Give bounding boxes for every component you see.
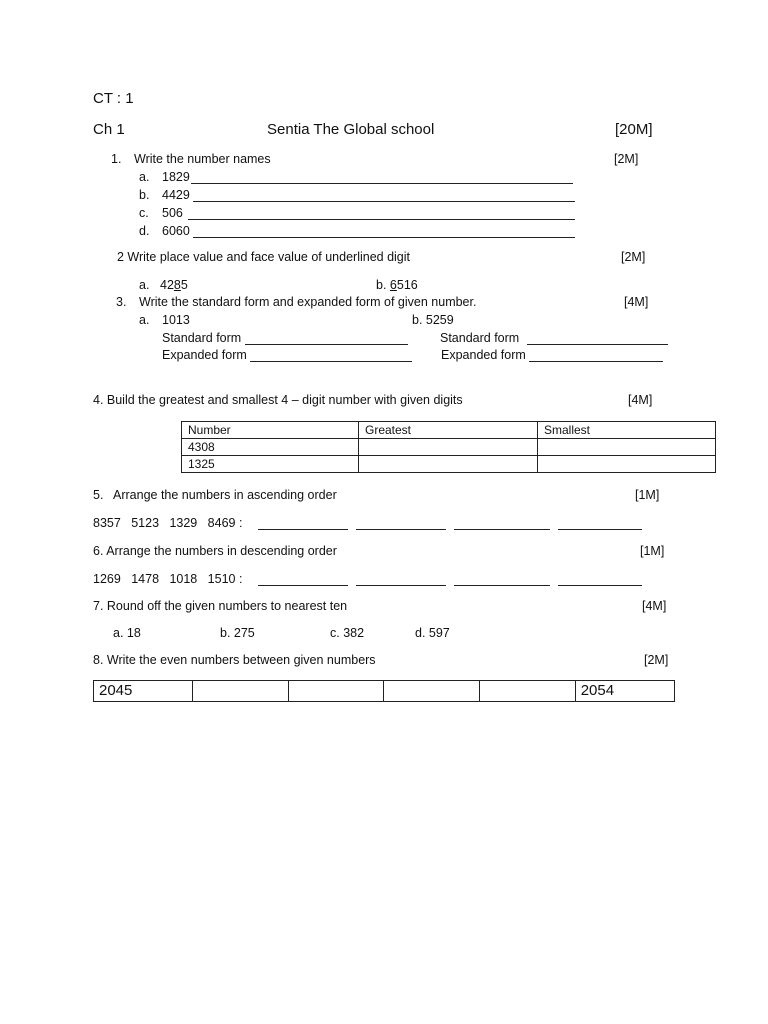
table-cell[interactable] (359, 456, 538, 473)
answer-line[interactable] (258, 585, 348, 586)
chapter-label: Ch 1 (93, 121, 125, 138)
answer-line[interactable] (245, 344, 408, 345)
q5-numbers: 8357 5123 1329 8469 : (93, 516, 243, 530)
q1-number: 1. (111, 152, 122, 166)
answer-line[interactable] (558, 529, 642, 530)
digits-table (181, 421, 716, 473)
q7-title: 7. Round off the given numbers to nearest ten (93, 599, 348, 613)
q1-item-value: 1829 (162, 170, 190, 184)
answer-line[interactable] (527, 344, 668, 345)
q4-title: 4. Build the greatest and smallest 4 – digit number with given digits (93, 393, 463, 407)
q8-title: 8. Write the even numbers between given numbers (93, 653, 376, 667)
answer-cell[interactable] (193, 681, 289, 702)
answer-line[interactable] (191, 183, 573, 184)
q3-number: 3. (116, 295, 127, 309)
answer-line[interactable] (188, 219, 575, 220)
q4-marks: [4M] (628, 393, 653, 407)
answer-cell[interactable] (384, 681, 480, 702)
table-cell: 4308 (182, 439, 359, 456)
table-row (94, 681, 675, 702)
answer-line[interactable] (356, 585, 446, 586)
q2-marks: [2M] (621, 250, 646, 264)
table-cell[interactable] (538, 456, 716, 473)
class-test-label: CT : 1 (93, 90, 134, 107)
table-header-cell: Smallest (538, 422, 716, 439)
total-marks: [20M] (615, 121, 653, 138)
q1-item-value: 6060 (162, 224, 190, 238)
q3-item-label: a. (139, 313, 150, 327)
table-header-cell: Greatest (359, 422, 538, 439)
answer-line[interactable] (258, 529, 348, 530)
school-name: Sentia The Global school (267, 121, 435, 138)
q7-item: c. 382 (330, 626, 365, 640)
answer-line[interactable] (193, 237, 575, 238)
table-header-cell: Number (182, 422, 359, 439)
standard-form-label: Standard form (162, 331, 242, 345)
q1-item-label: c. (139, 206, 149, 220)
q2-item-a-number: 4285 (160, 278, 188, 292)
q3-item-b-value: b. 5259 (412, 313, 454, 327)
q7-item: d. 597 (415, 626, 450, 640)
q2-item-label: a. (139, 278, 150, 292)
q6-marks: [1M] (640, 544, 665, 558)
q1-item-label: a. (139, 170, 150, 184)
table-cell[interactable] (359, 439, 538, 456)
answer-line[interactable] (454, 529, 550, 530)
underlined-digit: 8 (173, 278, 181, 292)
q5-number: 5. (93, 488, 104, 502)
expanded-form-label: Expanded form (162, 348, 247, 362)
answer-line[interactable] (193, 201, 575, 202)
even-numbers-table (93, 680, 675, 702)
q2-item-b-number: b. 6516 (376, 278, 418, 292)
answer-cell[interactable] (480, 681, 576, 702)
answer-line[interactable] (529, 361, 663, 362)
q7-item: a. 18 (113, 626, 141, 640)
standard-form-label: Standard form (440, 331, 520, 345)
q8-marks: [2M] (644, 653, 669, 667)
q1-item-value: 506 (162, 206, 183, 220)
q1-marks: [2M] (614, 152, 639, 166)
answer-line[interactable] (454, 585, 550, 586)
q3-marks: [4M] (624, 295, 649, 309)
table-header-row (182, 422, 716, 439)
answer-line[interactable] (558, 585, 642, 586)
q3-item-a-value: 1013 (162, 313, 190, 327)
expanded-form-label: Expanded form (441, 348, 526, 362)
start-number-cell: 2045 (94, 681, 193, 702)
answer-line[interactable] (250, 361, 412, 362)
q2-title: 2 Write place value and face value of underlined digit (117, 250, 411, 264)
q1-item-value: 4429 (162, 188, 190, 202)
q5-marks: [1M] (635, 488, 660, 502)
table-row (182, 456, 716, 473)
q1-item-label: d. (139, 224, 150, 238)
q1-item-label: b. (139, 188, 150, 202)
table-cell: 1325 (182, 456, 359, 473)
end-number-cell: 2054 (575, 681, 674, 702)
answer-line[interactable] (356, 529, 446, 530)
answer-cell[interactable] (288, 681, 384, 702)
underlined-digit: 6 (389, 278, 397, 292)
q5-title: Arrange the numbers in ascending order (113, 488, 337, 502)
q6-title: 6. Arrange the numbers in descending order (93, 544, 337, 558)
q1-title: Write the number names (134, 152, 271, 166)
table-row (182, 439, 716, 456)
q3-title: Write the standard form and expanded form of given number. (139, 295, 477, 309)
q6-numbers: 1269 1478 1018 1510 : (93, 572, 243, 586)
table-cell[interactable] (538, 439, 716, 456)
q7-item: b. 275 (220, 626, 255, 640)
q7-marks: [4M] (642, 599, 667, 613)
